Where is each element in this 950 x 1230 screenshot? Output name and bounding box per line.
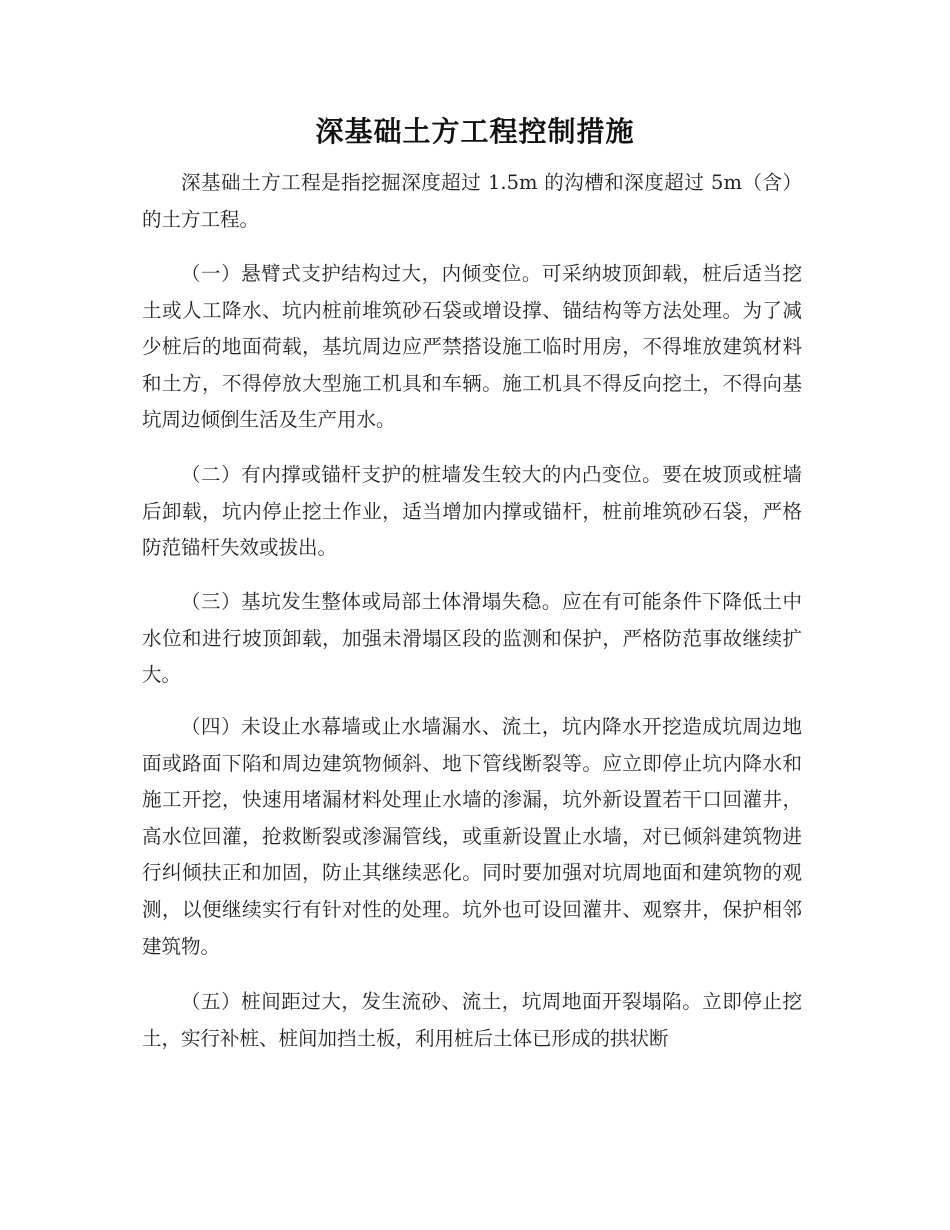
paragraph-item-3: （三）基坑发生整体或局部土体滑塌失稳。应在有可能条件下降低土中水位和进行坡顶卸载，加强未滑塌区段的监测和保护，严格防范事故继续扩大。 bbox=[142, 590, 802, 687]
paragraph-intro: 深基础土方工程是指挖掘深度超过 1.5m 的沟槽和深度超过 5m（含）的土方工程。 bbox=[142, 171, 802, 231]
paragraph-item-1: （一）悬臂式支护结构过大，内倾变位。可采纳坡顶卸载，桩后适当挖土或人工降水、坑内桩前堆筑砂石袋或增设撑、锚结构等方法处理。为了减少桩后的地面荷载，基坑周边应严禁搭设施工临时用房，不得堆放建筑材料和土方，不得停放大型施工机具和车辆。施工机具不得反向挖土，不得向基坑周边倾倒生活及生产用水。 bbox=[142, 262, 802, 432]
document-title: 深基础土方工程控制措施 bbox=[315, 115, 635, 148]
paragraph-item-2: （二）有内撑或锚杆支护的桩墙发生较大的内凸变位。要在坡顶或桩墙后卸载，坑内停止挖土作业，适当增加内撑或锚杆，桩前堆筑砂石袋，严格防范锚杆失效或拔出。 bbox=[142, 463, 802, 560]
paragraph-item-4: （四）未设止水幕墙或止水墙漏水、流土，坑内降水开挖造成坑周边地面或路面下陷和周边建筑物倾斜、地下管线断裂等。应立即停止坑内降水和施工开挖，快速用堵漏材料处理止水墙的渗漏，坑外新设置若干口回灌井，高水位回灌，抢救断裂或渗漏管线，或重新设置止水墙，对已倾斜建筑物进行纠倾扶正和加固，防止其继续恶化。同时要加强对坑周地面和建筑物的观测，以便继续实行有针对性的处理。坑外也可设回灌井、观察井，保护相邻建筑物。 bbox=[142, 715, 802, 958]
paragraph-item-5: （五）桩间距过大，发生流砂、流土，坑周地面开裂塌陷。立即停止挖土，实行补桩、桩间加挡土板，利用桩后土体已形成的拱状断 bbox=[142, 990, 802, 1050]
